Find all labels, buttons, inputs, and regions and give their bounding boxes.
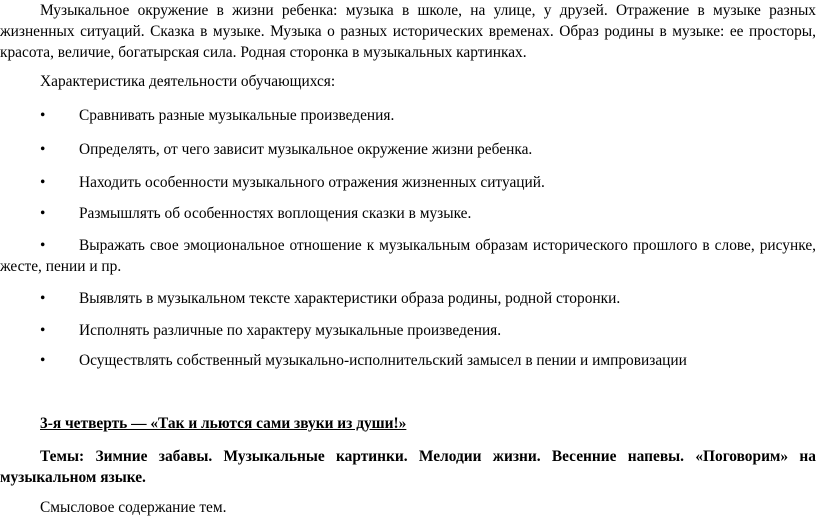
activity-text: Находить особенности музыкального отражения жизненных ситуаций.	[79, 174, 545, 191]
bullet-icon: •	[40, 290, 46, 307]
activity-text: Выражать свое эмоциональное отношение к музыкальным образам исторического прошлого в слове, рисунке, жесте, пении и пр.	[0, 237, 816, 275]
topics-paragraph: Темы: Зимние забавы. Музыкальные картинки. Мелодии жизни. Весенние напевы. «Поговорим» на музыкальном языке.	[0, 448, 816, 486]
activity-text: Исполнять различные по характеру музыкальные произведения.	[79, 322, 502, 339]
activity-item-5	[0, 235, 816, 277]
bullet-icon: •	[40, 107, 46, 124]
activities-heading: Характеристика деятельности обучающихся:	[40, 73, 336, 90]
intro-paragraph: Музыкальное окружение в жизни ребенка: музыка в школе, на улице, у друзей. Отражение в музыке разных жизненных ситуаций. Сказка в музыке. Музыка о разных исторических временах. Образ родины в музыке: ее просторы, красота, величие, богатырская сила. Родная сторонка в музыкальных картинках.	[0, 2, 816, 61]
bullet-icon: •	[40, 205, 46, 222]
bullet-icon: •	[40, 237, 46, 254]
activity-text: Сравнивать разные музыкальные произведения.	[79, 107, 395, 124]
activity-text: Осуществлять собственный музыкально-исполнительский замысел в пении и импровизации	[79, 352, 687, 369]
activity-text: Определять, от чего зависит музыкальное окружение жизни ребенка.	[79, 141, 533, 158]
bullet-icon: •	[40, 174, 46, 191]
activity-text: Выявлять в музыкальном тексте характеристики образа родины, родной сторонки.	[79, 290, 621, 307]
quarter-heading: 3-я четверть — «Так и льются сами звуки из души!»	[40, 415, 407, 432]
bullet-icon: •	[40, 322, 46, 339]
bullet-icon: •	[40, 352, 46, 369]
activity-text: Размышлять об особенностях воплощения сказки в музыке.	[79, 205, 472, 222]
bullet-icon: •	[40, 141, 46, 158]
content-label: Смысловое содержание тем.	[40, 499, 227, 516]
